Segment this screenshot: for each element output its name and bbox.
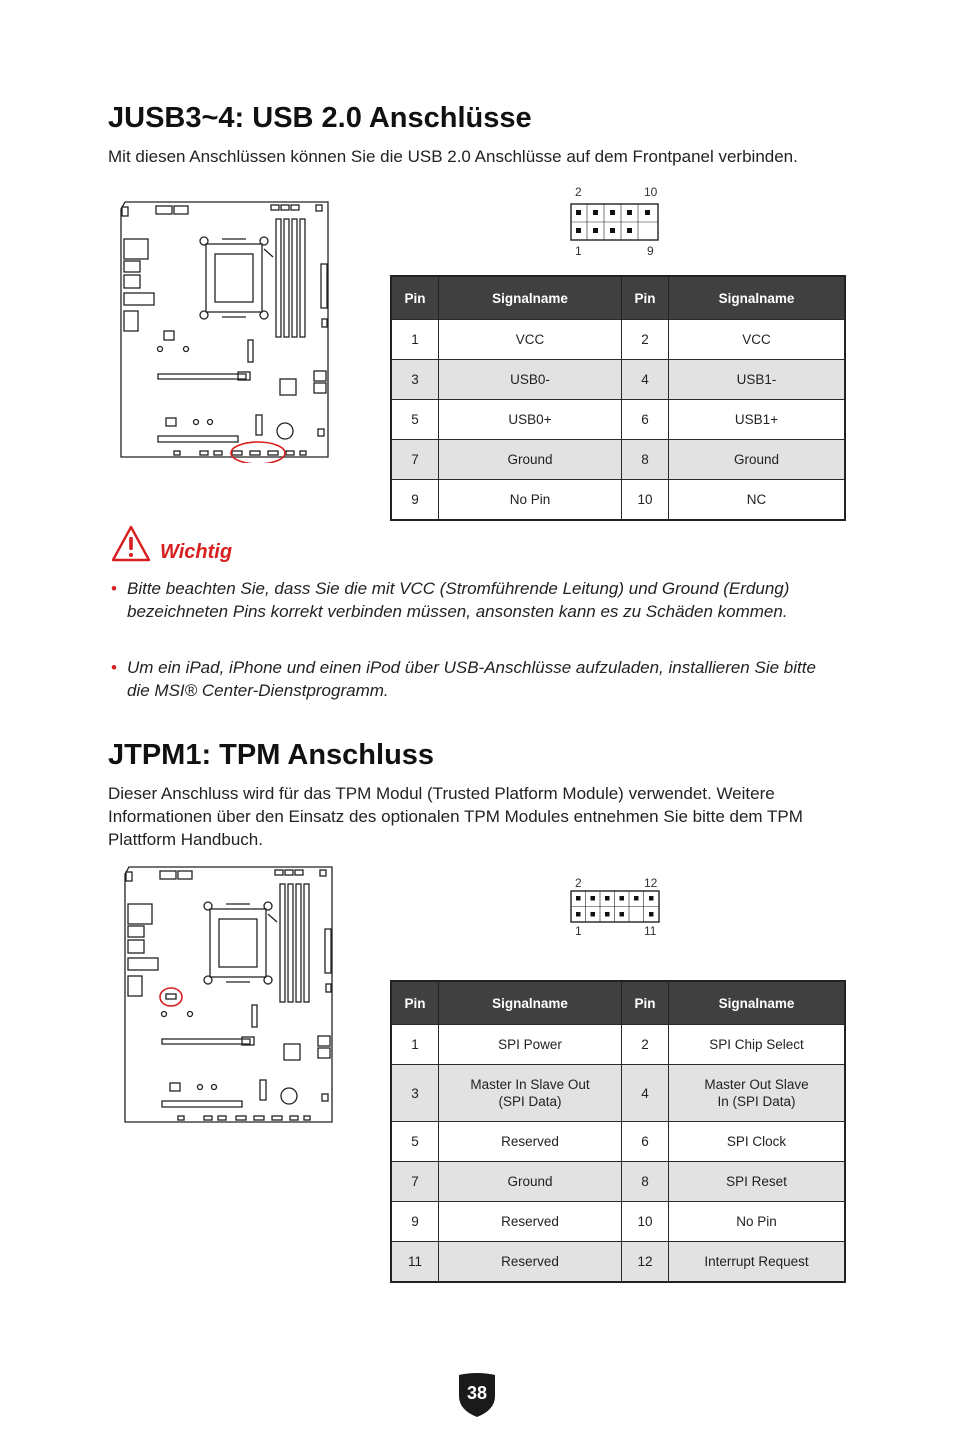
table-cell: 9	[391, 1202, 439, 1242]
table-row	[391, 1065, 845, 1122]
table-row	[391, 320, 845, 360]
table-cell: SPI Chip Select	[669, 1025, 846, 1065]
important-title: Wichtig	[160, 541, 233, 563]
bullet-dot: •	[111, 579, 117, 598]
table-cell: NC	[669, 480, 846, 520]
table-row	[391, 1202, 845, 1242]
table-cell: 12	[622, 1242, 669, 1282]
table-cell: 9	[391, 480, 439, 520]
usb-pin-table	[390, 275, 846, 521]
table-cell: VCC	[669, 320, 846, 360]
warning-icon	[110, 524, 152, 569]
table-cell: 11	[391, 1242, 439, 1282]
table-cell: 8	[622, 1162, 669, 1202]
table-header-pin: Pin	[622, 981, 669, 1025]
table-cell: 1	[391, 1025, 439, 1065]
table-cell: 6	[622, 400, 669, 440]
section-title-tpm: JTPM1: TPM Anschluss	[108, 739, 435, 771]
table-header-signal: Signalname	[439, 981, 622, 1025]
pin-label-bottom-left: 1	[575, 244, 582, 258]
table-row	[391, 1122, 845, 1162]
table-row	[391, 360, 845, 400]
table-cell: VCC	[439, 320, 622, 360]
table-cell: Ground	[439, 1162, 622, 1202]
table-cell: 2	[622, 1025, 669, 1065]
table-header-signal: Signalname	[669, 981, 846, 1025]
table-cell: Ground	[669, 440, 846, 480]
table-row	[391, 440, 845, 480]
table-cell: USB0+	[439, 400, 622, 440]
table-cell: USB0-	[439, 360, 622, 400]
pin-label-top-left: 2	[575, 185, 582, 199]
table-cell: 3	[391, 360, 439, 400]
table-cell: Ground	[439, 440, 622, 480]
table-cell: 5	[391, 400, 439, 440]
table-row	[391, 400, 845, 440]
important-bullet	[111, 577, 842, 623]
table-header-pin: Pin	[391, 981, 439, 1025]
table-cell: 8	[622, 440, 669, 480]
important-bullet-text: Um ein iPad, iPhone und einen iPod über USB-Anschlüsse aufzuladen, installieren Sie bitte die MSI® Center-Dienstprogramm.	[127, 658, 816, 700]
pin-label-top-right: 12	[644, 876, 658, 890]
table-header-signal: Signalname	[439, 276, 622, 320]
table-cell: No Pin	[439, 480, 622, 520]
table-cell: 5	[391, 1122, 439, 1162]
table-cell: Reserved	[439, 1202, 622, 1242]
bullet-dot: •	[111, 658, 117, 677]
table-cell: Master In Slave Out (SPI Data)	[439, 1065, 622, 1122]
pin-label-top-right: 10	[644, 185, 658, 199]
page-number: 38	[466, 1383, 488, 1403]
important-bullet-text: Bitte beachten Sie, dass Sie die mit VCC (Stromführende Leitung) und Ground (Erdung) bezeichneten Pins korrekt verbinden müssen, ansonsten kann es zu Schäden kommen.	[127, 579, 790, 621]
table-cell: 1	[391, 320, 439, 360]
table-cell: 4	[622, 360, 669, 400]
table-cell: 7	[391, 440, 439, 480]
table-cell: Reserved	[439, 1122, 622, 1162]
table-row	[391, 1025, 845, 1065]
table-cell: 4	[622, 1065, 669, 1122]
table-cell: 6	[622, 1122, 669, 1162]
table-cell: 2	[622, 320, 669, 360]
table-header-pin: Pin	[622, 276, 669, 320]
table-cell: 10	[622, 1202, 669, 1242]
motherboard-diagram-usb	[118, 199, 334, 468]
tpm-pin-table	[390, 980, 846, 1283]
table-header-signal: Signalname	[669, 276, 846, 320]
table-cell: Reserved	[439, 1242, 622, 1282]
table-row	[391, 480, 845, 520]
table-cell: SPI Power	[439, 1025, 622, 1065]
table-cell: USB1-	[669, 360, 846, 400]
table-cell: SPI Clock	[669, 1122, 846, 1162]
table-cell: 7	[391, 1162, 439, 1202]
table-row	[391, 1162, 845, 1202]
table-cell: USB1+	[669, 400, 846, 440]
table-cell: SPI Reset	[669, 1162, 846, 1202]
pin-label-bottom-right: 11	[644, 924, 657, 938]
pin-label-top-left: 2	[575, 876, 582, 890]
table-cell: Master Out Slave In (SPI Data)	[669, 1065, 846, 1122]
table-cell: Interrupt Request	[669, 1242, 846, 1282]
usb-pin-header-diagram	[570, 202, 660, 247]
section-description-usb: Mit diesen Anschlüssen können Sie die USB 2.0 Anschlüsse auf dem Frontpanel verbinden.	[108, 147, 798, 166]
table-header-pin: Pin	[391, 276, 439, 320]
table-row	[391, 1242, 845, 1282]
motherboard-diagram-tpm	[122, 864, 338, 1133]
section-title-usb: JUSB3~4: USB 2.0 Anschlüsse	[108, 102, 532, 134]
important-bullet	[111, 656, 842, 702]
pin-label-bottom-left: 1	[575, 924, 582, 938]
pin-label-bottom-right: 9	[647, 244, 654, 258]
table-cell: No Pin	[669, 1202, 846, 1242]
table-cell: 3	[391, 1065, 439, 1122]
table-cell: 10	[622, 480, 669, 520]
section-description-tpm: Dieser Anschluss wird für das TPM Modul (Trusted Platform Module) verwendet. Weitere Informationen über den Einsatz des optionalen TPM Modules entnehmen Sie bitte dem TPM Plattform Handbuch.	[108, 784, 803, 849]
